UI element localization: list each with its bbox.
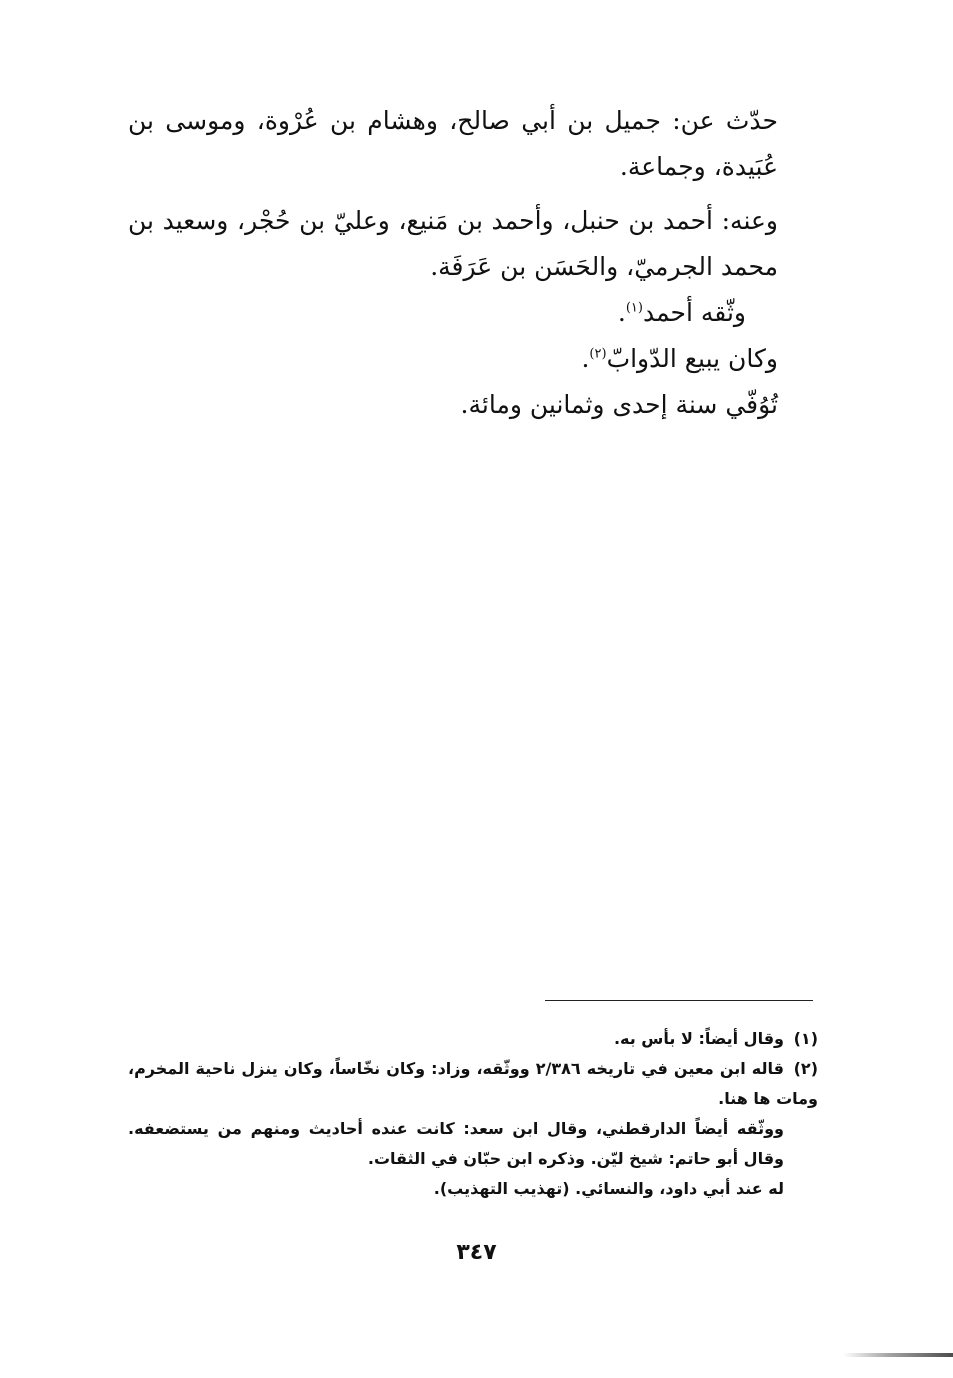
main-text [128,98,818,428]
footnote-2-number: (٢) [793,1059,818,1078]
footnote-2-continuation-1: ووثّقه أيضاً الدارقطني، وقال ابن سعد: كانت عنده أحاديث ومنهم من يستضعفه. وقال أبو حاتم: شيخ ليّن. وذكره ابن حبّان في الثقات. [128,1119,784,1168]
footnote-1 [128,1024,818,1054]
trust-end: . [617,298,626,327]
trust-text: وثّقه أحمد [642,298,746,327]
death-line: تُوُفّي سنة إحدى وثمانين ومائة. [460,390,778,419]
occupation-text: وكان يبيع الدّوابّ [606,344,778,373]
page-number: ٣٤٧ [456,1240,497,1265]
narrated-from-paragraph: حدّث عن: جميل بن أبي صالح، وهشام بن عُرْوة، وموسى بن عُبَيدة، وجماعة. [128,106,778,181]
footnote-ref-1: (١) [625,300,643,316]
trust-line [128,290,818,336]
occupation-line [128,336,818,382]
footnote-ref-2: (٢) [589,346,607,362]
footnotes [128,1024,818,1204]
footnote-2 [128,1054,818,1114]
footnote-2-continuation-2: له عند أبي داود، والنسائي. (تهذيب التهذيب). [433,1179,784,1198]
footnote-divider [545,1000,813,1001]
footnote-2-text: قاله ابن معين في تاريخه ٢/٣٨٦ ووثّقه، وزاد: وكان نخّاساً، وكان ينزل ناحية المخرم، ومات ها هنا. [128,1059,818,1108]
footnote-1-text: وقال أيضاً: لا بأس به. [613,1029,784,1048]
scan-edge-noise [843,1353,953,1357]
footnote-1-number: (١) [793,1029,818,1048]
occupation-end: . [581,344,590,373]
narrators-paragraph: وعنه: أحمد بن حنبل، وأحمد بن مَنيع، وعليّ بن حُجْر، وسعيد بن محمد الجرميّ، والحَسَن بن عَرَفَة. [128,206,778,281]
